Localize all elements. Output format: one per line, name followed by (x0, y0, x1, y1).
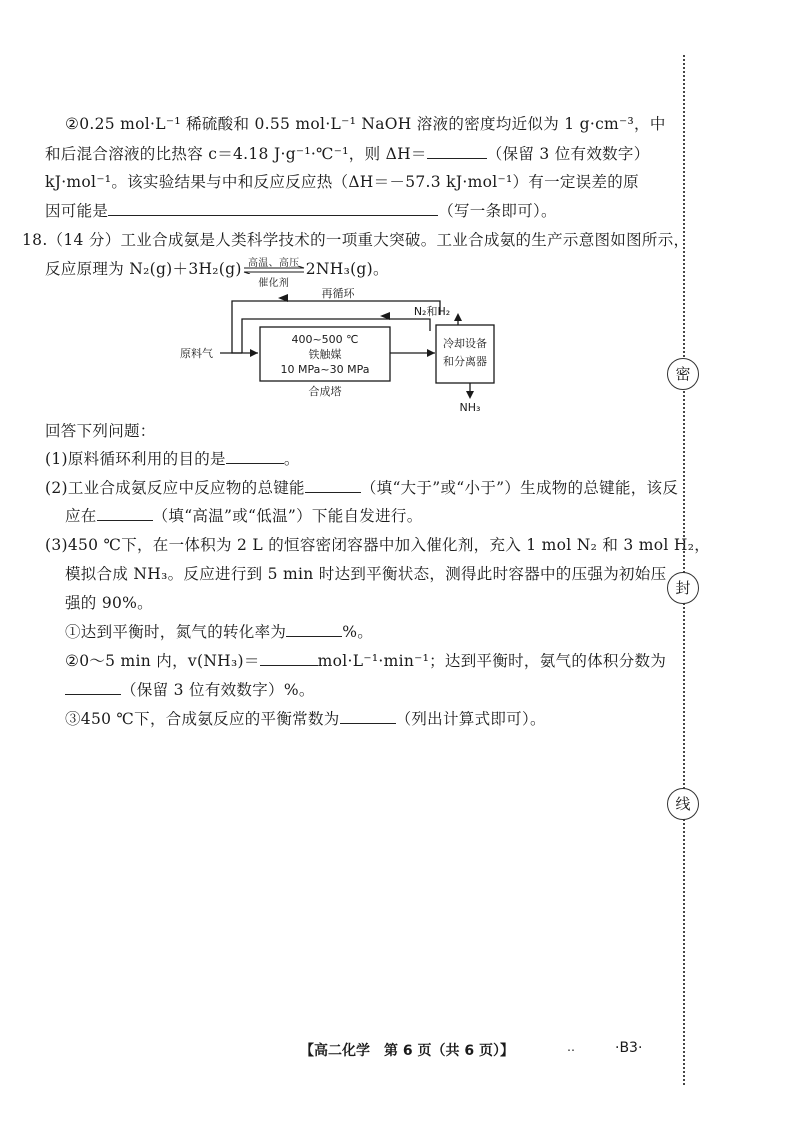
q17-line3: kJ·mol⁻¹。该实验结果与中和反应反应热（ΔH＝－57.3 kJ·mol⁻¹）有一定误差的原 (45, 173, 639, 191)
subpart-2-line2: （保留 3 位有效数字）%。 (65, 678, 315, 700)
cooler-separator (436, 325, 494, 383)
seal-xian: 线 (667, 788, 699, 820)
part-3-line2: 模拟合成 NH₃。反应进行到 5 min 时达到平衡状态，测得此时容器中的压强为初始压 (65, 565, 667, 583)
subpart-2-line1: ②0～5 min 内，v(NH₃)＝ mol·L⁻¹·min⁻¹；达到平衡时，氨气的体积分数为 (65, 652, 667, 670)
q18-heading: 18.（14 分）工业合成氨是人类科学技术的一项重大突破。工业合成氨的生产示意图如图所示， (22, 231, 690, 249)
answer-blank[interactable] (305, 478, 361, 493)
label-cooler-1: 冷却设备 (443, 337, 487, 350)
page-footer: 【高二化学 第 6 页（共 6 页）】 (300, 1043, 514, 1059)
part-1: (1)原料循环利用的目的是 。 (45, 450, 300, 468)
paper-code: ·B3· (615, 1040, 643, 1056)
answer-blank[interactable] (97, 506, 153, 521)
q17-line2: 和后混合溶液的比热容 c＝4.18 J·g⁻¹·℃⁻¹，则 ΔH＝ （保留 3 位有效数字） (45, 145, 650, 163)
q17-line4: 因可能是 （写一条即可）。 (45, 202, 557, 220)
label-tower: 合成塔 (308, 385, 342, 398)
label-nh3: NH₃ (459, 401, 481, 414)
label-feed: 原料气 (180, 347, 213, 360)
answer-blank[interactable] (226, 449, 284, 464)
answer-blank[interactable] (427, 144, 487, 159)
q17-line1: ②0.25 mol·L⁻¹ 稀硫酸和 0.55 mol·L⁻¹ NaOH 溶液的密度均近似为 1 g·cm⁻³，中 (65, 115, 666, 133)
label-recycle: 再循环 (321, 287, 355, 300)
up-arrow (454, 313, 462, 321)
equilibrium-arrow: 高温、高压 催化剂 (242, 256, 306, 286)
binding-line (683, 55, 687, 1085)
part-3-line1: (3)450 ℃下，在一体积为 2 L 的恒容密闭容器中加入催化剂，充入 1 mol N₂ 和 3 mol H₂， (45, 536, 711, 554)
subpart-1: ①达到平衡时，氮气的转化率为 %。 (65, 623, 374, 641)
answer-blank[interactable] (340, 709, 396, 724)
ammonia-process-diagram (170, 285, 510, 415)
product-arrow (427, 349, 435, 357)
part-2-line1: (2)工业合成氨反应中反应物的总键能 （填“大于”或“小于”）生成物的总键能，该反 (45, 479, 679, 497)
label-pressure: 10 MPa~30 MPa (280, 363, 370, 376)
part-3-line3: 强的 90%。 (65, 594, 153, 612)
label-cooler-2: 和分离器 (443, 355, 487, 368)
seal-mi: 密 (667, 358, 699, 390)
answer-blank[interactable] (286, 622, 342, 637)
part-2-line2: 应在 （填“高温”或“低温”）下能自发进行。 (65, 507, 423, 525)
ammonia-out-arrow (466, 391, 474, 399)
seal-feng: 封 (667, 572, 699, 604)
label-temperature: 400~500 ℃ (291, 333, 359, 346)
answer-prompt: 回答下列问题： (45, 422, 156, 440)
label-catalyst: 铁触媒 (308, 348, 342, 361)
subpart-3: ③450 ℃下，合成氨反应的平衡常数为 （列出计算式即可）。 (65, 710, 546, 728)
feed-arrow (250, 349, 258, 357)
label-n2h2: N₂和H₂ (413, 305, 451, 318)
answer-blank[interactable] (65, 680, 121, 695)
reaction-equation: 反应原理为 N₂(g)＋3H₂(g) 高温、高压 催化剂 2NH₃(g)。 (45, 258, 389, 289)
footer-dots: ‥ (567, 1040, 576, 1054)
answer-blank[interactable] (108, 201, 438, 216)
answer-blank[interactable] (260, 651, 318, 666)
